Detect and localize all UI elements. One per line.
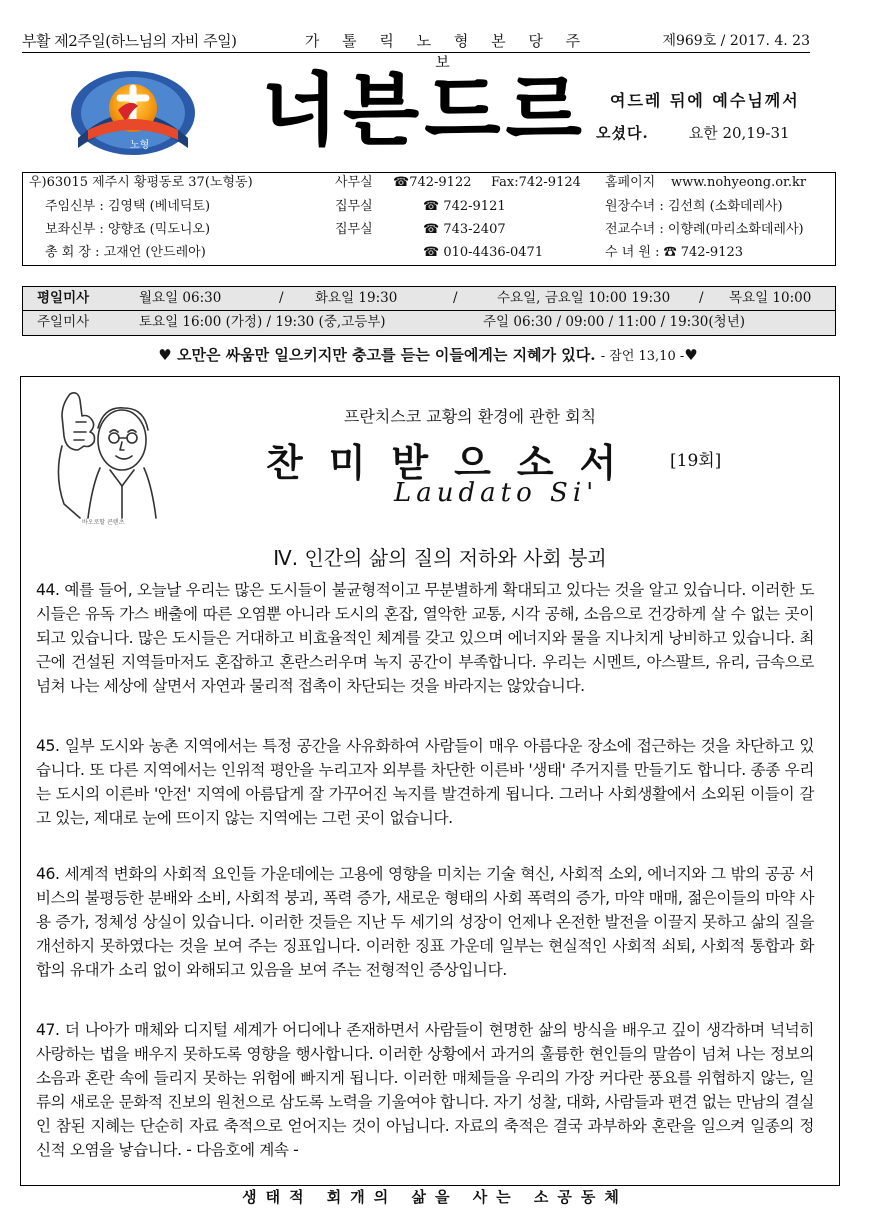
section-title: Ⅳ. 인간의 삶의 질의 저하와 사회 붕괴	[273, 546, 607, 570]
verse-text: 오만은 싸움만 일으키지만 충고를 듣는 이들에게는 지혜가 있다.	[176, 346, 596, 364]
weekday-monday: 월요일 06:30	[139, 290, 222, 306]
logo-text: 노형	[130, 140, 150, 151]
illustration-caption: 바오로딸 콘텐츠	[82, 519, 125, 526]
sunday-mass: 주일 06:30 / 09:00 / 11:00 / 19:30(청년)	[483, 314, 746, 330]
logo-icon	[68, 68, 198, 158]
convent-phone: 수 녀 원 : ☎ 742-9123	[605, 245, 744, 260]
encyclical-title: 찬미받으소서	[266, 441, 643, 485]
assistant-priest: 보좌신부 : 양향조 (믹도니오)	[45, 222, 211, 237]
saturday-mass: 토요일 16:00 (가정) / 19:30 (중,고등부)	[139, 314, 386, 330]
parish-info-box	[22, 172, 836, 266]
mission-sister: 전교수녀 : 이향례(마리소화데레사)	[605, 222, 804, 237]
gospel-phrase-end: 오셨다.	[596, 124, 649, 142]
paragraph-45: 45. 일부 도시와 농촌 지역에서는 특정 공간을 사유화하여 사람들이 매우 아름다운 장소에 접근하는 것을 차단하고 있습니다. 또 다른 지역에서는 인위적 평안을 누리고자 외부를 차단한 이른바 '생태' 주거지를 만들기도 합니다. 종종 우리는 도시의 이른바 '안전' 지역에 아름답게 잘 가꾸어진 녹지를 발견하게 됩니다. 그러나 사회생활에서 소외된 이들이 갈고 있는, 제대로 눈에 뜨이지 않는 지역에는 그런 곳이 없습니다.	[36, 737, 814, 827]
homepage-link[interactable]: www.nohyeong.or.kr	[671, 175, 807, 190]
separator: /	[279, 290, 284, 306]
council-president: 총 회 장 : 고재언 (안드레아)	[45, 245, 206, 260]
homepage-label: 홈페이지	[605, 175, 656, 190]
issue-number: 제969호 / 2017. 4. 23	[662, 33, 810, 49]
office-label: 사무실	[335, 175, 373, 190]
encyclical-subtitle: 프란치스코 교황의 환경에 관한 회칙	[343, 407, 597, 426]
weekday-mass-row	[23, 287, 835, 311]
mass-schedule	[22, 286, 836, 336]
latin-title: Laudato Si'	[394, 478, 599, 508]
bulletin-title: 너븐드르	[262, 66, 588, 156]
bulletin-name: 가 톨 릭 노 형 본 당 주 보	[304, 32, 590, 71]
heart-icon: ♥	[158, 346, 172, 364]
footer-motto: 생태적 회개의 삶을 사는 소공동체	[242, 1188, 628, 1206]
office-phone: ☎742-9122	[393, 175, 472, 190]
gospel-phrase-2	[596, 122, 790, 143]
fax-number: Fax:742-9124	[491, 175, 581, 190]
pope-icon	[40, 386, 160, 526]
paragraph-47: 47. 더 나아가 매체와 디지털 세계가 어디에나 존재하면서 사람들이 현명한 삶의 방식을 배우고 깊이 생각하며 넉넉히 사랑하는 법을 배우지 못하도록 영향을 행사합니다. 이러한 상황에서 과거의 훌륭한 현인들의 말씀이 넘쳐 나는 정보의 소음과 혼란 속에 들리지 못하는 위험에 빠지게 됩니다. 이러한 매체들을 우리의 가장 커다란 풍요를 위협하지 않는, 일류의 새로운 문화적 진보의 원천으로 삼도록 노력을 기울여야 합니다. 자기 성찰, 대화, 사람들과 편견 없는 만남의 결실인 참된 지혜는 단순히 자료 축적으로 얻어지는 것이 아닙니다. 자료의 축적은 결국 과부하와 혼란을 일으켜 일종의 정신적 오염을 낳습니다. - 다음호에 계속 -	[36, 1021, 814, 1159]
weekday-mass-label: 평일미사	[37, 290, 90, 306]
paragraph-46: 46. 세계적 변화의 사회적 요인들 가운데에는 고용에 영향을 미치는 기술 혁신, 사회적 소외, 에너지와 그 밖의 공공 서비스의 불평등한 분배와 소비, 사회적 붕괴, 폭력 증가, 새로운 형태의 사회 폭력의 증가, 마약 매매, 젊은이들의 마약 사용 증가, 정체성 상실이 있습니다. 이러한 것들은 지난 두 세기의 성장이 언제나 온전한 발전을 이끌지 못하고 삶의 질을 개선하지 못하였다는 것을 보여 주는 징표입니다. 이러한 징표 가운데 일부는 현실적인 사회적 쇠퇴, 사회적 통합과 화합의 유대가 소리 없이 와해되고 있음을 보여 주는 전형적인 증상입니다.	[36, 865, 814, 979]
weekday-tuesday: 화요일 19:30	[315, 290, 398, 306]
gospel-reference: 요한 20,19-31	[688, 124, 790, 142]
pastor: 주임신부 : 김영택 (베네딕토)	[45, 199, 211, 214]
episode-number: [19회]	[670, 451, 722, 471]
assistant-office-label: 집무실	[335, 222, 373, 237]
gospel-phrase: 여드레 뒤에 예수님께서	[610, 91, 800, 110]
weekday-thursday: 목요일 10:00	[729, 290, 812, 306]
paragraph-44: 44. 예를 들어, 오늘날 우리는 많은 도시들이 불균형적이고 무분별하게 확대되고 있다는 것을 알고 있습니다. 이러한 도시들은 유독 가스 배출에 따른 오염뿐 아니라 도시의 혼잡, 열악한 교통, 시각 공해, 소음으로 건강하게 살 수 없는 곳이 되고 있습니다. 많은 도시들은 거대하고 비효율적인 체계를 갖고 있으며 에너지와 물을 지나치게 낭비하고 있습니다. 최근에 건설된 지역들마저도 혼잡하고 혼란스러우며 녹지 공간이 부족합니다. 우리는 시멘트, 아스팔트, 유리, 금속으로 넘쳐 나는 세상에 살면서 자연과 물리적 접촉이 차단되는 것을 바라지는 않았습니다.	[36, 581, 814, 695]
verse-reference: - 잠언 13,10 -	[600, 349, 685, 364]
pope-illustration	[40, 386, 160, 526]
sunday-mass-row	[23, 311, 835, 334]
parish-address: 우)63015 제주시 황평동로 37(노형동)	[29, 175, 253, 190]
liturgical-day: 부활 제2주일(하느님의 자비 주일)	[22, 32, 237, 50]
parish-logo	[68, 68, 198, 158]
assistant-phone: ☎ 743-2407	[423, 222, 506, 237]
sunday-mass-label: 주일미사	[37, 314, 90, 330]
separator: /	[453, 290, 458, 306]
superior-sister: 원장수녀 : 김선희 (소화데레사)	[605, 199, 783, 214]
weekday-wed-fri: 수요일, 금요일 10:00 19:30	[497, 290, 671, 306]
weekly-verse	[22, 344, 834, 365]
bulletin-header	[22, 30, 810, 71]
heart-icon: ♥	[684, 346, 698, 364]
pastor-office-label: 집무실	[335, 199, 373, 214]
pastor-phone: ☎ 742-9121	[423, 199, 506, 214]
president-phone: ☎ 010-4436-0471	[423, 245, 544, 260]
separator: /	[699, 290, 704, 306]
